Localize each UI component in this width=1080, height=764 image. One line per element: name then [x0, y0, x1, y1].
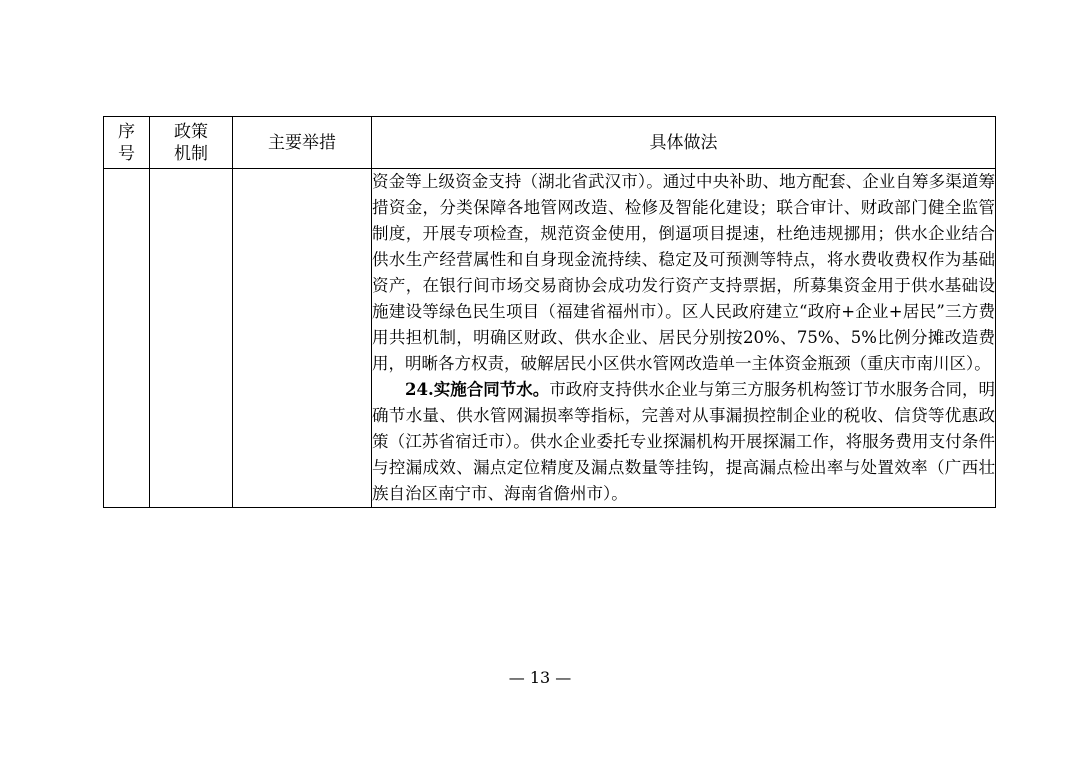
item-24-paragraph: [372, 377, 995, 507]
header-row: [104, 117, 996, 169]
table-header: [104, 117, 996, 169]
page-number: — 13 —: [508, 668, 572, 687]
table-body: [104, 169, 996, 508]
cell-main-measures: [233, 169, 372, 508]
policy-table: [103, 116, 996, 508]
header-specific-practices: [372, 117, 996, 169]
header-specific-practices-label: 具体做法: [649, 132, 718, 153]
cell-specific-practices: [372, 169, 996, 508]
continuation-paragraph: 资金等上级资金支持（湖北省武汉市）。通过中央补助、地方配套、企业自筹多渠道筹措资金，分类保障各地管网改造、检修及智能化建设；联合审计、财政部门健全监管制度，开展专项检查，规范资金使用，倒逼项目提速，杜绝违规挪用；供水企业结合供水生产经营属性和自身现金流持续、稳定及可预测等特点，将水费收费权作为基础资产，在银行间市场交易商协会成功发行资产支持票据，所募集资金用于供水基础设施建设等绿色民生项目（福建省福州市）。区人民政府建立“政府+企业+居民”三方费用共担机制，明确区财政、供水企业、居民分别按20%、75%、5%比例分摊改造费用，明晰各方权责，破解居民小区供水管网改造单一主体资金瓶颈（重庆市南川区）。: [372, 172, 995, 373]
header-serial-number: [104, 117, 150, 169]
cell-policy-mechanism: [150, 169, 233, 508]
item-24-text: 市政府支持供水企业与第三方服务机构签订节水服务合同，明确节水量、供水管网漏损率等指标，完善对从事漏损控制企业的税收、信贷等优惠政策（江苏省宿迁市）。供水企业委托专业探漏机构开展探漏工作，将服务费用支付条件与控漏成效、漏点定位精度及漏点数量等挂钩，提高漏点检出率与处置效率（广西壮族自治区南宁市、海南省儋州市）。: [372, 380, 995, 503]
header-policy-mechanism-label: 政策机制: [174, 121, 208, 164]
header-main-measures-label: 主要举措: [268, 132, 336, 153]
item-24-title: 24.实施合同节水。: [405, 380, 550, 399]
header-main-measures: [233, 117, 372, 169]
cell-serial-number: [104, 169, 150, 508]
header-serial-number-label: 序号: [118, 121, 135, 164]
header-policy-mechanism: [150, 117, 233, 169]
table-row: [104, 169, 996, 508]
